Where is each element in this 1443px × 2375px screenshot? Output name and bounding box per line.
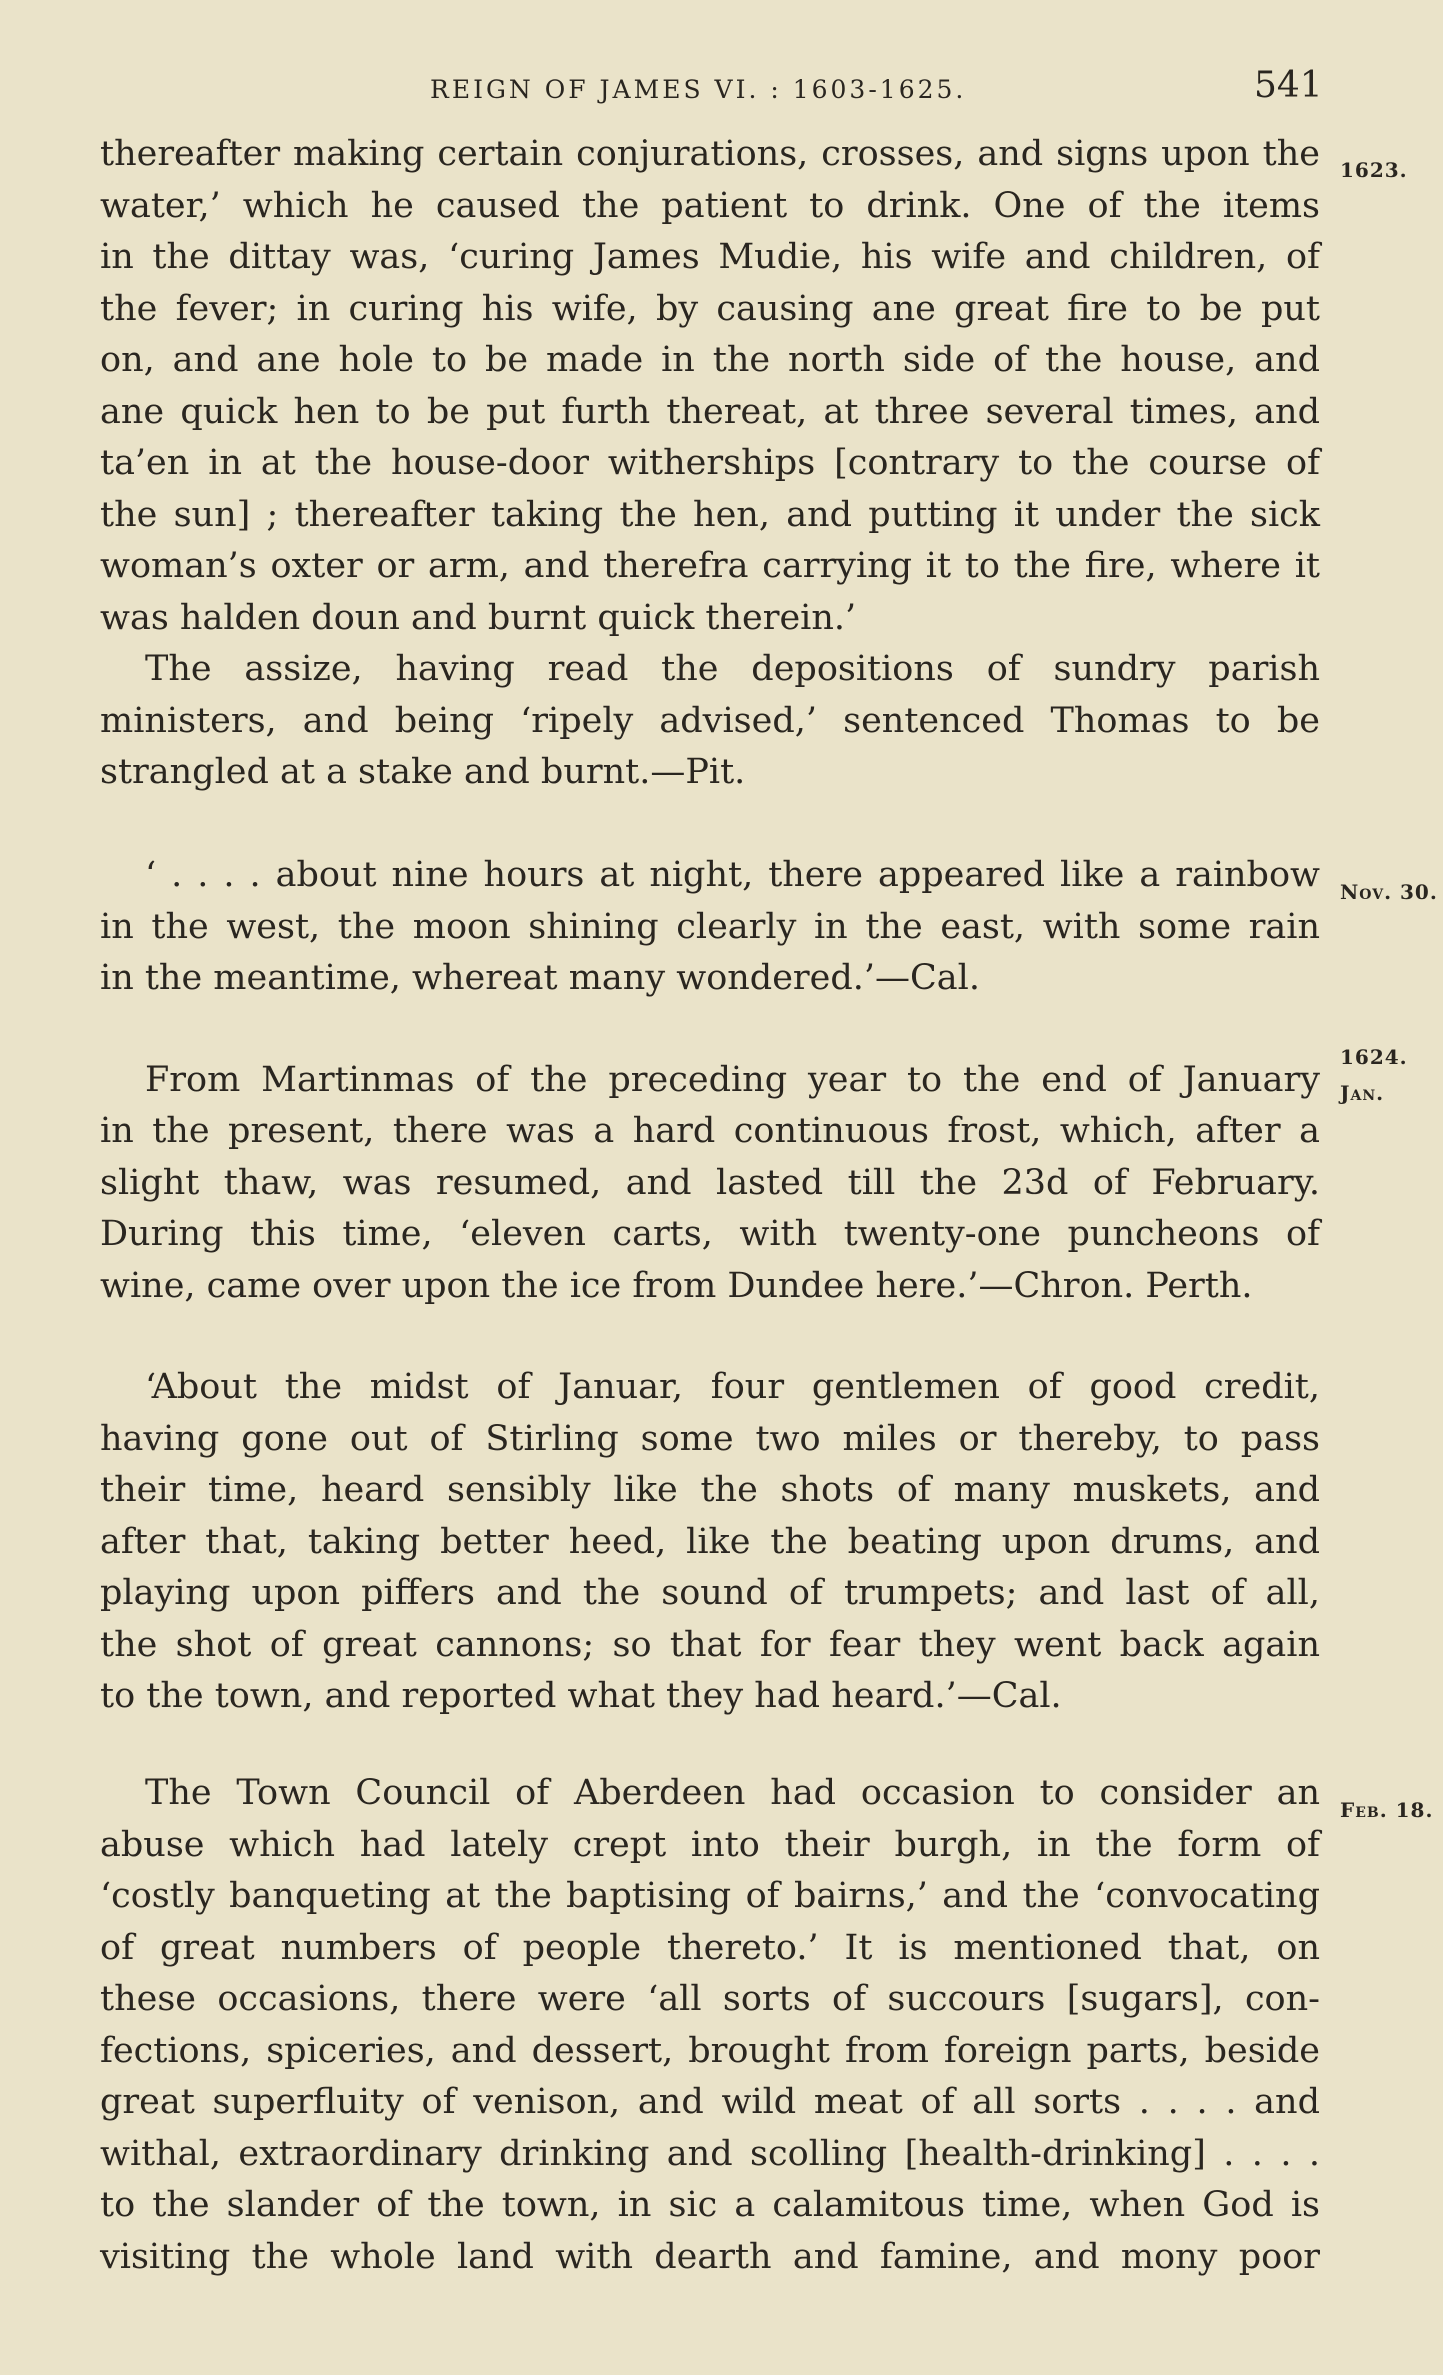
text-line: strangled at a stake and burnt.—Pit. (100, 752, 746, 792)
text-line: in the present, there was a hard continuous frost, which, after a (100, 1111, 1320, 1151)
text-line: of great numbers of people thereto.’ It is mentioned that, on (100, 1928, 1320, 1968)
text-line: ane quick hen to be put furth thereat, at three several times, and (100, 392, 1320, 432)
text-line: ‘ . . . . about nine hours at night, there appeared like a rainbow (145, 855, 1320, 895)
margin-note-date: Feb. 18. (1340, 1798, 1434, 1822)
text-line: The assize, having read the depositions of sundry parish (145, 649, 1320, 689)
text-line: thereafter making certain conjurations, crosses, and signs upon the (100, 134, 1320, 174)
margin-note-date: Nov. 30. (1340, 880, 1438, 904)
text-line: visiting the whole land with dearth and famine, and mony poor (100, 2237, 1320, 2277)
text-line: withal, extraordinary drinking and scolling [health-drinking] . . . . (100, 2134, 1320, 2174)
text-line: great superfluity of venison, and wild meat of all sorts . . . . and (100, 2082, 1320, 2122)
text-line: to the town, and reported what they had heard.’—Cal. (100, 1676, 1062, 1716)
text-line: playing upon piffers and the sound of trumpets; and last of all, (100, 1573, 1320, 1613)
text-line: after that, taking better heed, like the beating upon drums, and (100, 1522, 1320, 1562)
text-line: fections, spiceries, and dessert, brought from foreign parts, beside (100, 2031, 1320, 2071)
margin-note-year: 1623. (1340, 158, 1408, 182)
margin-note-year: 1624. (1340, 1045, 1408, 1069)
text-line: the fever; in curing his wife, by causing ane great fire to be put (100, 289, 1320, 329)
text-line: ‘About the midst of Januar, four gentlemen of good credit, (145, 1367, 1320, 1407)
text-line: woman’s oxter or arm, and therefra carrying it to the fire, where it (100, 546, 1320, 586)
text-line: ministers, and being ‘ripely advised,’ sentenced Thomas to be (100, 701, 1320, 741)
text-line: in the west, the moon shining clearly in the east, with some rain (100, 907, 1320, 947)
text-line: The Town Council of Aberdeen had occasion to consider an (145, 1773, 1320, 1813)
text-line: slight thaw, was resumed, and lasted till the 23d of February. (100, 1163, 1320, 1203)
text-line: ta’en in at the house-door witherships [contrary to the course of (100, 443, 1320, 483)
margin-note-month: Jan. (1340, 1081, 1385, 1105)
running-head: REIGN OF JAMES VI. : 1603-1625. (430, 75, 967, 104)
text-line: having gone out of Stirling some two miles or thereby, to pass (100, 1419, 1320, 1459)
text-line: was halden doun and burnt quick therein.’ (100, 598, 857, 638)
text-line: wine, came over upon the ice from Dundee here.’—Chron. Perth. (100, 1266, 1253, 1306)
text-line: the sun] ; thereafter taking the hen, and putting it under the sick (100, 495, 1320, 535)
text-line: to the slander of the town, in sic a calamitous time, when God is (100, 2185, 1320, 2225)
text-line: the shot of great cannons; so that for fear they went back again (100, 1625, 1320, 1665)
text-line: their time, heard sensibly like the shots of many muskets, and (100, 1470, 1320, 1510)
text-line: abuse which had lately crept into their burgh, in the form of (100, 1825, 1320, 1865)
text-line: in the dittay was, ‘curing James Mudie, his wife and children, of (100, 237, 1320, 277)
text-line: ‘costly banqueting at the baptising of bairns,’ and the ‘convocating (100, 1876, 1320, 1916)
text-line: in the meantime, whereat many wondered.’—Cal. (100, 958, 980, 998)
page-header (0, 61, 1443, 121)
text-line: During this time, ‘eleven carts, with twenty-one puncheons of (100, 1214, 1320, 1254)
text-line: From Martinmas of the preceding year to the end of January (145, 1060, 1320, 1100)
text-line: on, and ane hole to be made in the north side of the house, and (100, 340, 1320, 380)
page-number: 541 (1254, 65, 1323, 106)
text-line: water,’ which he caused the patient to drink. One of the items (100, 186, 1320, 226)
text-line: these occasions, there were ‘all sorts of succours [sugars], con- (100, 1979, 1320, 2019)
